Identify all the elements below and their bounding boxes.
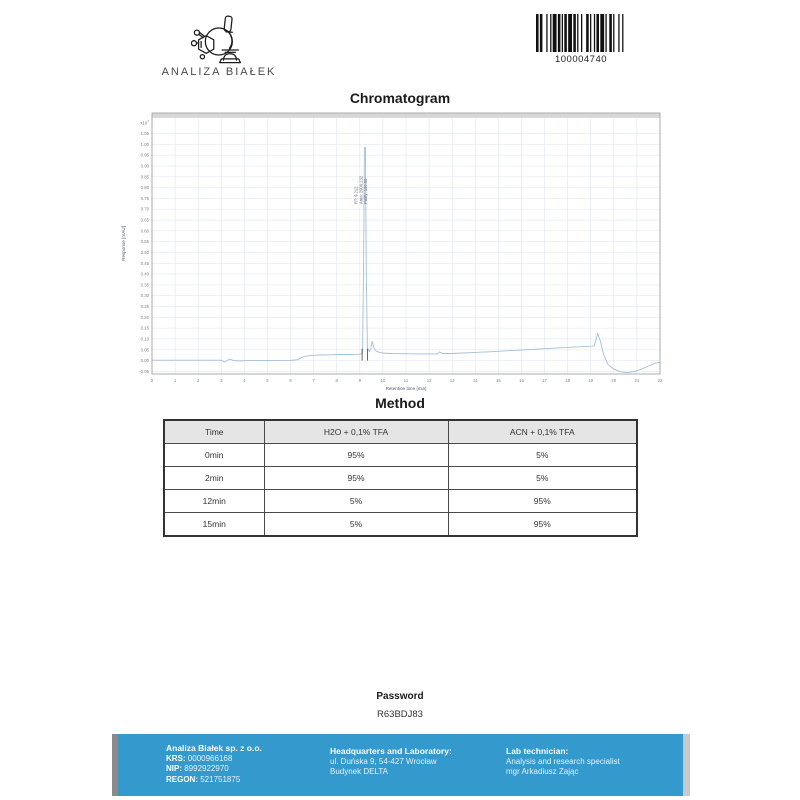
footer-tech-title: Lab technician: [506,746,569,756]
svg-text:0.90: 0.90 [140,163,149,169]
svg-text:0.50: 0.50 [140,249,149,255]
svg-text:0.25: 0.25 [140,304,149,310]
svg-text:0: 0 [150,378,154,383]
method-table-cell: 5% [264,513,448,537]
svg-text:0.65: 0.65 [140,217,149,223]
svg-text:19: 19 [588,378,594,383]
svg-text:9: 9 [358,378,362,383]
password-label: Password [376,691,424,702]
method-title: Method [375,395,425,411]
chromatogram-chart [118,108,684,394]
footer-nip: NIP: 8992922970 [166,764,229,773]
svg-text:0.10: 0.10 [140,336,149,342]
svg-text:14: 14 [472,378,478,383]
svg-text:0.60: 0.60 [140,228,149,234]
svg-text:12: 12 [426,378,432,383]
method-table-cell: 5% [448,444,637,467]
svg-text:0.20: 0.20 [140,314,149,320]
svg-text:1.05: 1.05 [140,131,149,137]
method-table [163,419,638,537]
method-table-header-cell: H2O + 0,1% TFA [264,420,448,444]
svg-text:-0.05: -0.05 [139,368,149,374]
svg-text:13: 13 [449,378,455,383]
method-table-cell: 95% [448,490,637,513]
svg-text:20: 20 [611,378,617,383]
method-table-row [164,444,637,467]
method-table-cell: 5% [264,490,448,513]
method-table-header-cell: Time [164,420,264,444]
svg-text:0.55: 0.55 [140,239,149,245]
method-table-cell: 95% [448,513,637,537]
method-table-cell: 12min [164,490,264,513]
method-table-row [164,490,637,513]
svg-text:0.75: 0.75 [140,195,149,201]
svg-text:0.05: 0.05 [140,347,149,353]
footer-headquarters-block [330,746,452,778]
chromatogram-title: Chromatogram [349,90,451,106]
svg-text:5: 5 [266,378,269,383]
svg-text:0.95: 0.95 [140,152,149,158]
svg-text:0.00: 0.00 [140,358,149,364]
svg-text:11: 11 [403,378,409,383]
footer-technician-block [506,746,620,778]
footer-krs: KRS: 0000966168 [166,753,233,763]
method-table-cell: 95% [264,467,448,490]
svg-text:3: 3 [220,378,223,383]
footer-company-block [166,743,262,785]
svg-text:0.45: 0.45 [140,260,149,266]
svg-text:x107: $x10^7$ [140,119,149,126]
method-table-header-cell: ACN + 0,1% TFA [448,420,637,444]
svg-text:2: 2 [196,378,200,383]
footer-tech-role: Analysis and research specialist [506,756,620,766]
method-table-cell: 95% [264,444,448,467]
svg-text:22: 22 [657,378,663,383]
footer-company-name: Analiza Białek sp. z o.o. [166,743,262,753]
molecule-microscope-icon [191,12,245,66]
password-value: R63BDJ83 [377,709,423,720]
svg-text:Response [mAU]: Response [mAU] [121,226,126,261]
logo-text: ANALIZA BIAŁEK [161,66,277,78]
footer-regon: REGON: 521751875 [166,774,241,784]
svg-text:1: 1 [173,378,177,383]
svg-text:0.80: 0.80 [140,185,149,191]
svg-text:0.30: 0.30 [140,293,149,299]
svg-text:RT: 9.212: RT: 9.212 [353,186,359,204]
svg-text:6: 6 [289,378,292,383]
svg-text:Area: 2906.232: Area: 2906.232 [358,175,364,204]
method-table-cell: 15min [164,513,264,537]
footer-tech-name: mgr Arkadiusz Zając [506,767,579,776]
svg-text:21: 21 [634,378,640,383]
footer-hq-building: Budynek DELTA [330,767,388,776]
barcode-image [536,14,626,52]
svg-text:0.40: 0.40 [140,271,149,277]
svg-text:18: 18 [565,378,571,383]
method-table-cell: 2min [164,467,264,490]
chromatogram-plot [118,108,684,394]
svg-text:16: 16 [519,378,524,383]
svg-text:0.70: 0.70 [140,206,149,212]
svg-text:4: 4 [243,378,246,383]
svg-text:0.85: 0.85 [140,174,149,180]
svg-text:Retention time [min]: Retention time [min] [385,386,427,391]
svg-text:17: 17 [542,378,547,383]
footer [112,734,690,796]
method-table-header-row [164,420,637,444]
svg-text:7: 7 [312,378,315,383]
svg-text:Purity: 100.00: Purity: 100.00 [362,178,368,204]
footer-hq-title: Headquarters and Laboratory: [330,746,452,756]
svg-text:10: 10 [380,378,386,383]
method-table-cell: 5% [448,467,637,490]
svg-text:1.00: 1.00 [140,141,149,147]
svg-text:0.15: 0.15 [140,325,149,331]
method-table-row [164,513,637,537]
method-table-row [164,467,637,490]
svg-text:8: 8 [335,378,338,383]
method-table-cell: 0min [164,444,264,467]
barcode-number: 100004740 [554,54,608,65]
svg-text:0.35: 0.35 [140,282,149,288]
svg-text:15: 15 [495,378,501,383]
footer-hq-address: ul. Duńska 9, 54-427 Wrocław [330,756,437,766]
